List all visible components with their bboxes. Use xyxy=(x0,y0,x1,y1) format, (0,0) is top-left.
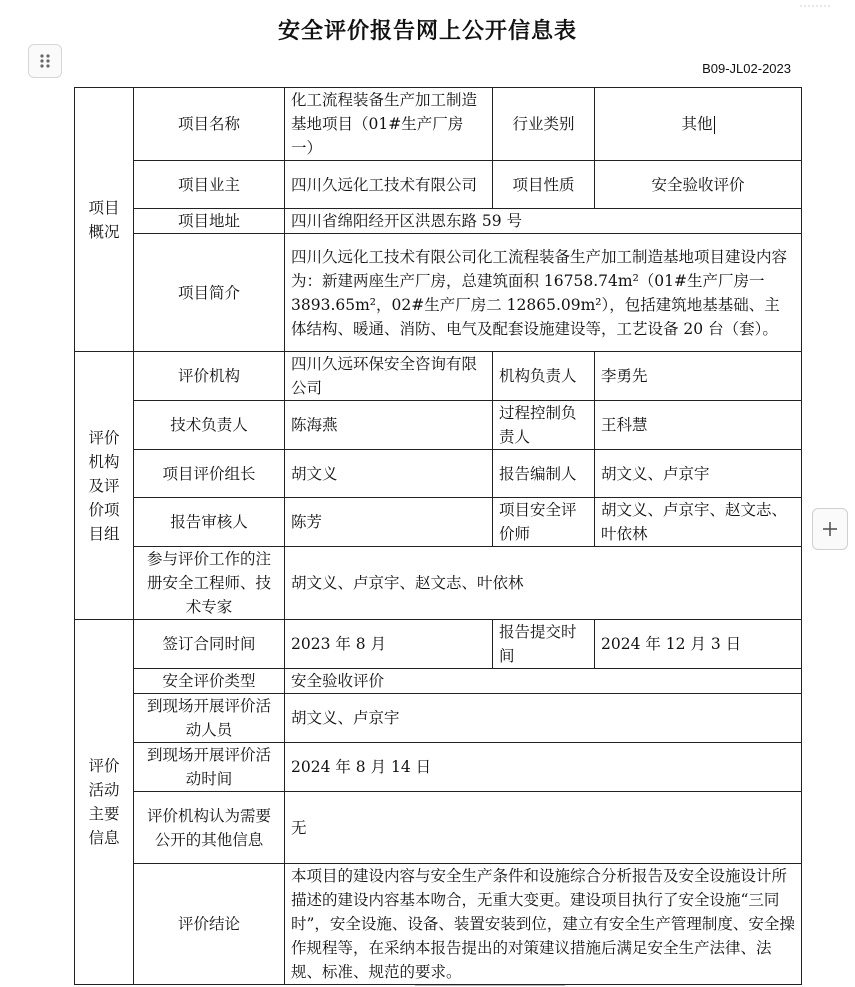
table-row xyxy=(75,209,802,234)
table-row xyxy=(75,352,802,401)
table-row xyxy=(75,792,802,864)
info-table xyxy=(74,87,802,985)
agency-value[interactable]: 四川久远环保安全咨询有限公司 xyxy=(285,352,493,401)
assessment-type-value[interactable]: 安全验收评价 xyxy=(285,669,802,694)
onsite-people-label: 到现场开展评价活动人员 xyxy=(134,694,285,743)
group-overview: 项目概况 xyxy=(75,88,134,352)
table-row xyxy=(75,864,802,985)
page-bottom-divider xyxy=(415,985,565,986)
project-address-value[interactable]: 四川省绵阳经开区洪恩东路 59 号 xyxy=(285,209,802,234)
onsite-people-value[interactable]: 胡文义、卢京宇 xyxy=(285,694,802,743)
table-row xyxy=(75,88,802,161)
table-row xyxy=(75,669,802,694)
project-intro-value[interactable]: 四川久远化工技术有限公司化工流程装备生产加工制造基地项目建设内容为：新建两座生产厂房，总建筑面积 16758.74m²（01#生产厂房一 3893.65m²，02#生产厂房二 12865.09m²），包括建筑地基基础、主体结构、暖通、消防、电气及配套设施建设等，工艺设备 20 台（套）。 xyxy=(285,234,802,352)
table-row xyxy=(75,234,802,352)
drag-handle-icon xyxy=(39,53,51,69)
onsite-time-label: 到现场开展评价活动时间 xyxy=(134,743,285,792)
group-activity: 评价活动主要信息 xyxy=(75,620,134,985)
group-organization: 评价机构及评价项目组 xyxy=(75,352,134,620)
other-info-label: 评价机构认为需要公开的其他信息 xyxy=(134,792,285,864)
process-control-label: 过程控制负责人 xyxy=(493,401,595,450)
report-reviewer-label: 报告审核人 xyxy=(134,498,285,547)
industry-value[interactable]: 其他 xyxy=(681,115,713,133)
project-name-value[interactable]: 化工流程装备生产加工制造基地项目（01#生产厂房一） xyxy=(285,88,493,161)
safety-assessor-label: 项目安全评价师 xyxy=(493,498,595,547)
report-writer-label: 报告编制人 xyxy=(493,450,595,498)
table-row xyxy=(75,161,802,209)
project-nature-value[interactable]: 安全验收评价 xyxy=(595,161,802,209)
page-edge-marks xyxy=(790,0,850,12)
engineers-label: 参与评价工作的注册安全工程师、技术专家 xyxy=(134,547,285,620)
project-owner-value[interactable]: 四川久远化工技术有限公司 xyxy=(285,161,493,209)
team-leader-value[interactable]: 胡文义 xyxy=(285,450,493,498)
drag-handle-button[interactable] xyxy=(28,44,62,78)
table-row xyxy=(75,401,802,450)
agency-label: 评价机构 xyxy=(134,352,285,401)
project-intro-label: 项目简介 xyxy=(134,234,285,352)
tech-head-value[interactable]: 陈海燕 xyxy=(285,401,493,450)
conclusion-label: 评价结论 xyxy=(134,864,285,985)
industry-cell[interactable] xyxy=(595,88,802,161)
onsite-time-value[interactable]: 2024 年 8 月 14 日 xyxy=(285,743,802,792)
safety-assessor-value[interactable]: 胡文义、卢京宇、赵文志、叶依林 xyxy=(595,498,802,547)
engineers-value[interactable]: 胡文义、卢京宇、赵文志、叶依林 xyxy=(285,547,802,620)
team-leader-label: 项目评价组长 xyxy=(134,450,285,498)
table-row xyxy=(75,620,802,669)
tech-head-label: 技术负责人 xyxy=(134,401,285,450)
project-owner-label: 项目业主 xyxy=(134,161,285,209)
conclusion-value[interactable]: 本项目的建设内容与安全生产条件和设施综合分析报告及安全设施设计所描述的建设内容基本吻合，无重大变更。建设项目执行了安全设施“三同时”，安全设施、设备、装置安装到位，建立有安全生产管理制度、安全操作规程等，在采纳本报告提出的对策建议措施后满足安全生产法律、法规、标准、规范的要求。 xyxy=(285,864,802,985)
text-cursor xyxy=(714,116,715,134)
table-row xyxy=(75,547,802,620)
project-nature-label: 项目性质 xyxy=(493,161,595,209)
contract-date-label: 签订合同时间 xyxy=(134,620,285,669)
table-row xyxy=(75,694,802,743)
industry-label: 行业类别 xyxy=(493,88,595,161)
other-info-value[interactable]: 无 xyxy=(285,792,802,864)
plus-icon xyxy=(821,520,839,538)
table-row xyxy=(75,498,802,547)
page-title: 安全评价报告网上公开信息表 xyxy=(277,19,577,44)
document-number: B09-JL02-2023 xyxy=(702,61,791,76)
process-control-value[interactable]: 王科慧 xyxy=(595,401,802,450)
project-name-label: 项目名称 xyxy=(134,88,285,161)
submit-date-label: 报告提交时间 xyxy=(493,620,595,669)
add-block-button[interactable] xyxy=(812,508,848,550)
report-writer-value[interactable]: 胡文义、卢京宇 xyxy=(595,450,802,498)
agency-head-value[interactable]: 李勇先 xyxy=(595,352,802,401)
agency-head-label: 机构负责人 xyxy=(493,352,595,401)
contract-date-value[interactable]: 2023 年 8 月 xyxy=(285,620,493,669)
assessment-type-label: 安全评价类型 xyxy=(134,669,285,694)
submit-date-value[interactable]: 2024 年 12 月 3 日 xyxy=(595,620,802,669)
table-row xyxy=(75,743,802,792)
report-reviewer-value[interactable]: 陈芳 xyxy=(285,498,493,547)
table-row xyxy=(75,450,802,498)
project-address-label: 项目地址 xyxy=(134,209,285,234)
